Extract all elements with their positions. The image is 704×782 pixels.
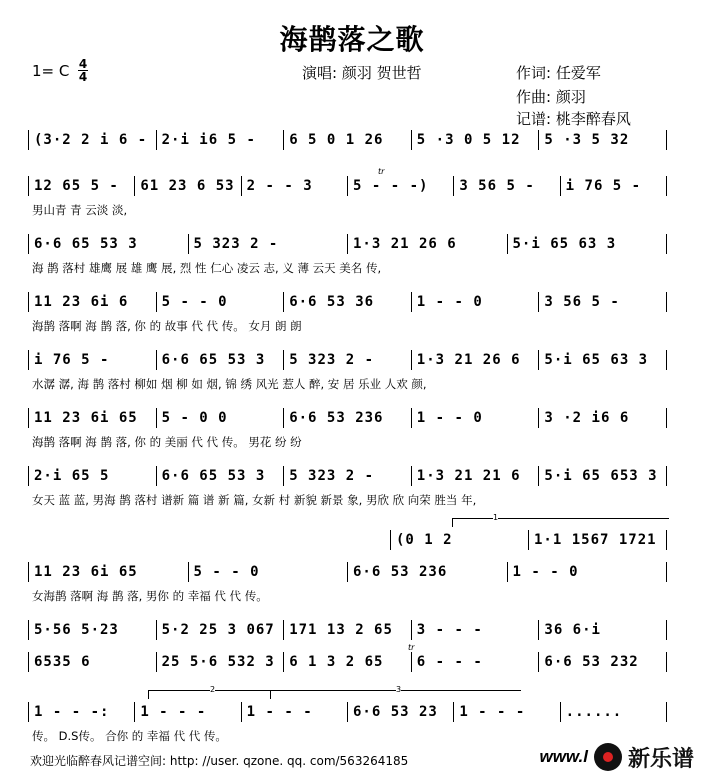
measure-notes: 5 - 0 0 bbox=[161, 410, 228, 426]
measure-notes: 6·6 53 236 bbox=[289, 410, 384, 426]
barline bbox=[411, 408, 412, 428]
measure-notes: 25 5·6 532 3 bbox=[161, 654, 275, 670]
barline bbox=[134, 702, 135, 722]
barline bbox=[283, 350, 284, 370]
measure-notes: 6·6 65 53 3 bbox=[34, 236, 138, 252]
measure-notes: 3 - - - bbox=[416, 622, 483, 638]
measure-notes: 1 - - 0 bbox=[416, 294, 483, 310]
measure-notes: 1·3 21 26 6 bbox=[416, 352, 521, 368]
barline bbox=[411, 350, 412, 370]
barline bbox=[666, 408, 667, 428]
measure-notes: 11 23 6i 65 bbox=[34, 564, 138, 580]
measure-notes: 3 56 5 - bbox=[544, 294, 620, 310]
barline bbox=[666, 466, 667, 486]
volta-bracket bbox=[452, 513, 669, 527]
barline bbox=[28, 176, 29, 196]
measure-notes: 5 323 2 - bbox=[289, 468, 375, 484]
barline bbox=[28, 292, 29, 312]
lyrics-line: 海鹊 落啊 海 鹊 落, 你 的 美丽 代 代 传。 男花 纷 纷 bbox=[32, 435, 302, 449]
measure-notes: 6 1 3 2 65 bbox=[289, 654, 384, 670]
barline bbox=[538, 350, 539, 370]
barline bbox=[28, 130, 29, 150]
measure-notes: 1 - - - bbox=[246, 704, 313, 720]
barline bbox=[347, 562, 348, 582]
barline bbox=[156, 652, 157, 672]
barline bbox=[538, 652, 539, 672]
barline bbox=[528, 530, 529, 550]
barline bbox=[666, 130, 667, 150]
barline bbox=[156, 620, 157, 640]
measure-notes: 5 - - 0 bbox=[161, 294, 228, 310]
time-signature-bottom: 4 bbox=[78, 70, 88, 84]
lyrics-line: 水潺 潺, 海 鹊 落村 柳如 烟 柳 如 烟, 锦 绣 风光 惹人 醉, 安 居 乐业 人欢 颜, bbox=[32, 377, 427, 391]
volta-number: 2 bbox=[210, 685, 216, 694]
volta-bracket bbox=[148, 685, 271, 699]
measure-notes: 1 - - - bbox=[140, 704, 207, 720]
barline bbox=[241, 176, 242, 196]
measure-notes: 5 323 2 - bbox=[289, 352, 375, 368]
measure-notes: 36 6·i bbox=[544, 622, 601, 638]
lyrics-line: 女海鹊 落啊 海 鹊 落, 男你 的 幸福 代 代 传。 bbox=[32, 589, 268, 603]
barline bbox=[156, 130, 157, 150]
song-title: 海鹊落之歌 bbox=[279, 23, 425, 56]
measure-notes: 5 - - -) bbox=[353, 178, 429, 194]
measure-notes: 6 - - - bbox=[416, 654, 483, 670]
logo-brand: 新乐谱 bbox=[627, 746, 694, 772]
measure-notes: 5·i 65 63 3 bbox=[544, 352, 649, 368]
barline bbox=[156, 292, 157, 312]
barline bbox=[666, 350, 667, 370]
lyrics-line: 女天 蓝 蓝, 男海 鹊 落村 谱新 篇 谱 新 篇, 女新 村 新貌 新景 象, 男欣 欣 向荣 胜当 年, bbox=[32, 493, 477, 507]
volta-bracket bbox=[270, 685, 521, 699]
barline bbox=[347, 702, 348, 722]
measure-notes: 5 323 2 - bbox=[193, 236, 279, 252]
transcriber-credit: 记谱: 桃李醉春风 bbox=[516, 110, 631, 128]
barline bbox=[134, 176, 135, 196]
measure-notes: 2·i 65 5 bbox=[34, 468, 110, 484]
measure-notes: 1·3 21 26 6 bbox=[353, 236, 457, 252]
barline bbox=[283, 130, 284, 150]
measure-notes: 5 - - 0 bbox=[193, 564, 260, 580]
lyrics-line: 海鹊 落啊 海 鹊 落, 你 的 故事 代 代 传。 女月 朗 朗 bbox=[32, 319, 302, 333]
barline bbox=[283, 466, 284, 486]
barline bbox=[283, 408, 284, 428]
measure-notes: 5 ·3 0 5 12 bbox=[416, 132, 521, 148]
barline bbox=[507, 234, 508, 254]
composer-credit: 作曲: 颜羽 bbox=[516, 88, 586, 106]
barline bbox=[156, 350, 157, 370]
trill-mark: tr bbox=[378, 167, 385, 176]
barline bbox=[453, 702, 454, 722]
barline bbox=[241, 702, 242, 722]
measure-notes: 171 13 2 65 bbox=[289, 622, 393, 638]
measure-notes: 5·i 65 653 3 bbox=[544, 468, 658, 484]
key-signature: 1= C bbox=[32, 62, 70, 80]
volta-number: 1 bbox=[493, 513, 499, 522]
measure-notes: i 76 5 - bbox=[34, 352, 110, 368]
measure-notes: i 76 5 - bbox=[565, 178, 642, 194]
barline bbox=[666, 652, 667, 672]
measure-notes: 6·6 65 53 3 bbox=[161, 352, 266, 368]
barline bbox=[538, 466, 539, 486]
measure-notes: 5·i 65 63 3 bbox=[512, 236, 617, 252]
barline bbox=[347, 234, 348, 254]
volta-number: 3 bbox=[396, 685, 402, 694]
measure-notes: 1·3 21 21 6 bbox=[416, 468, 521, 484]
measure-notes: 6·6 53 23 bbox=[353, 704, 438, 720]
barline bbox=[538, 130, 539, 150]
barline bbox=[156, 466, 157, 486]
barline bbox=[390, 530, 391, 550]
lyrics-line: 男山青 青 云淡 淡, bbox=[32, 203, 128, 217]
measure-notes: 6·6 53 36 bbox=[289, 294, 375, 310]
barline bbox=[411, 130, 412, 150]
lyricist-credit: 作词: 任爱军 bbox=[516, 64, 601, 82]
barline bbox=[666, 562, 667, 582]
barline bbox=[560, 176, 561, 196]
trill-mark: tr bbox=[408, 643, 415, 652]
barline bbox=[538, 292, 539, 312]
measure-notes: (3·2 2 i 6 - bbox=[34, 132, 148, 148]
measure-notes: 5·56 5·23 bbox=[34, 622, 119, 638]
measure-notes: 6535 6 bbox=[34, 654, 91, 670]
measure-notes: 61 23 6 53 bbox=[140, 178, 235, 194]
measure-notes: 2 - - 3 bbox=[246, 178, 313, 194]
barline bbox=[411, 652, 412, 672]
lyrics-line: 传。 D.S传。 合你 的 幸福 代 代 传。 bbox=[32, 729, 227, 743]
measure-notes: 5 ·3 5 32 bbox=[544, 132, 630, 148]
footer-text: 欢迎光临醉春风记谱空间: http: //user. qzone. qq. com/563264185 bbox=[30, 754, 409, 768]
measure-notes: 12 65 5 - bbox=[34, 178, 119, 194]
barline bbox=[666, 702, 667, 722]
measure-notes: 1 - - - bbox=[459, 704, 526, 720]
barline bbox=[28, 408, 29, 428]
measure-notes: ...... bbox=[565, 704, 623, 720]
barline bbox=[453, 176, 454, 196]
singer-credit: 演唱: 颜羽 贺世哲 bbox=[302, 64, 422, 82]
time-signature bbox=[78, 58, 88, 83]
barline bbox=[538, 620, 539, 640]
lyrics-line: 海 鹊 落村 雄鹰 展 雄 鹰 展, 烈 性 仁心 凌云 志, 义 薄 云天 美名 传, bbox=[32, 261, 382, 275]
barline bbox=[28, 466, 29, 486]
barline bbox=[28, 652, 29, 672]
barline bbox=[188, 234, 189, 254]
barline bbox=[283, 652, 284, 672]
barline bbox=[28, 234, 29, 254]
measure-notes: 6·6 53 232 bbox=[544, 654, 639, 670]
barline bbox=[28, 562, 29, 582]
barline bbox=[188, 562, 189, 582]
barline bbox=[347, 176, 348, 196]
barline bbox=[156, 408, 157, 428]
measure-notes: (0 1 2 bbox=[396, 532, 453, 548]
measure-notes: 6·6 53 236 bbox=[353, 564, 448, 580]
barline bbox=[666, 292, 667, 312]
logo-www: www.l bbox=[539, 747, 588, 766]
barline bbox=[411, 292, 412, 312]
measure-notes: 2·i i6 5 - bbox=[161, 132, 256, 148]
measure-notes: 1 - - 0 bbox=[512, 564, 579, 580]
barline bbox=[538, 408, 539, 428]
barline bbox=[666, 530, 667, 550]
measure-notes: 5·2 25 3 067 bbox=[161, 622, 275, 638]
barline bbox=[666, 620, 667, 640]
time-signature-top: 4 bbox=[78, 57, 88, 71]
site-logo[interactable] bbox=[539, 740, 694, 774]
barline bbox=[283, 620, 284, 640]
barline bbox=[411, 466, 412, 486]
measure-notes: 6 5 0 1 26 bbox=[289, 132, 384, 148]
barline bbox=[411, 620, 412, 640]
measure-notes: 6·6 65 53 3 bbox=[161, 468, 266, 484]
measure-notes: 3 56 5 - bbox=[459, 178, 535, 194]
measure-notes: 11 23 6i 6 bbox=[34, 294, 129, 310]
measure-notes: 11 23 6i 65 bbox=[34, 410, 138, 426]
barline bbox=[666, 176, 667, 196]
barline bbox=[28, 702, 29, 722]
measure-notes: 1 - - 0 bbox=[416, 410, 483, 426]
barline bbox=[283, 292, 284, 312]
barline bbox=[666, 234, 667, 254]
record-disc-icon bbox=[594, 743, 622, 771]
barline bbox=[507, 562, 508, 582]
measure-notes: 1·1 1567 1721 bbox=[534, 532, 657, 548]
barline bbox=[28, 350, 29, 370]
measure-notes: 3 ·2 i6 6 bbox=[544, 410, 630, 426]
measure-notes: 1 - - -: bbox=[34, 704, 110, 720]
barline bbox=[28, 620, 29, 640]
barline bbox=[560, 702, 561, 722]
